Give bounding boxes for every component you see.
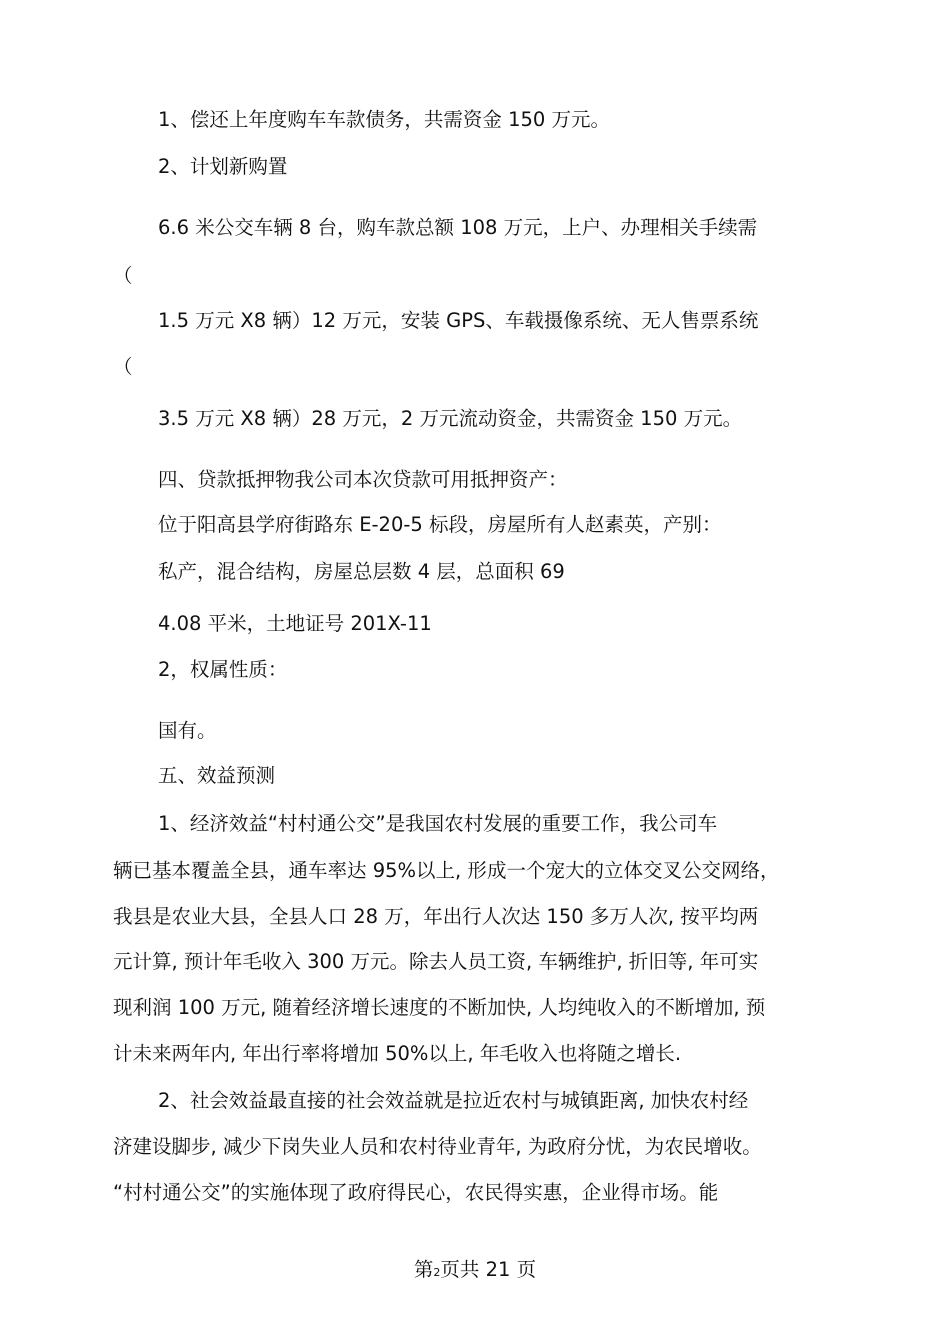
text-line: 我县是农业大县，全县人口 28 万，年出行人次达 150 多万人次, 按平均两	[113, 905, 759, 928]
text-line: 辆已基本覆盖全县，通车率达 95%以上, 形成一个宠大的立体交叉公交网络，	[113, 859, 780, 882]
text-line: 4.08 平米，土地证号 201X-11	[158, 612, 432, 635]
footer-prefix: 第	[413, 1258, 434, 1281]
text-line: “村村通公交”的实施体现了政府得民心，农民得实惠，企业得市场。能	[113, 1181, 719, 1204]
text-line: 位于阳高县学府街路东 E-20-5 标段，房屋所有人赵素英，产别：	[158, 513, 722, 536]
text-line: 1.5 万元 X8 辆）12 万元，安装 GPS、车载摄像系统、无人售票系统	[158, 309, 759, 332]
text-line: 3.5 万元 X8 辆）28 万元，2 万元流动资金，共需资金 150 万元。	[158, 407, 743, 430]
text-line: 2、计划新购置	[158, 155, 288, 178]
text-line: 2，权属性质：	[158, 658, 288, 681]
text-line: （	[113, 264, 133, 287]
text-line: （	[113, 355, 133, 378]
section-heading: 五、效益预测	[158, 764, 276, 787]
text-line: 1、偿还上年度购车车款债务，共需资金 150 万元。	[158, 108, 611, 131]
text-line: 1、经济效益“村村通公交”是我国农村发展的重要工作，我公司车	[158, 812, 718, 835]
text-line: 6.6 米公交车辆 8 台，购车款总额 108 万元，上户、办理相关手续需	[158, 216, 758, 239]
text-line: 2、社会效益最直接的社会效益就是拉近农村与城镇距离, 加快农村经	[158, 1089, 749, 1112]
text-line: 现利润 100 万元, 随着经济增长速度的不断加快, 人均纯收入的不断增加, 预	[113, 996, 766, 1019]
footer-suffix: 页共 21 页	[440, 1258, 537, 1281]
section-heading: 四、贷款抵押物我公司本次贷款可用抵押资产：	[158, 468, 568, 491]
text-line: 计未来两年内, 年出行率将增加 50%以上, 年毛收入也将随之增长.	[113, 1042, 682, 1065]
text-line: 私产，混合结构，房屋总层数 4 层，总面积 69	[158, 560, 565, 583]
text-line: 元计算, 预计年毛收入 300 万元。除去人员工资, 车辆维护, 折旧等, 年可实	[113, 950, 759, 973]
page-footer	[0, 1256, 950, 1287]
text-line: 济建设脚步, 减少下岗失业人员和农村待业青年, 为政府分忧，为农民增收。	[113, 1135, 762, 1158]
footer-page-number: 2	[433, 1266, 441, 1279]
text-line: 国有。	[158, 719, 217, 742]
